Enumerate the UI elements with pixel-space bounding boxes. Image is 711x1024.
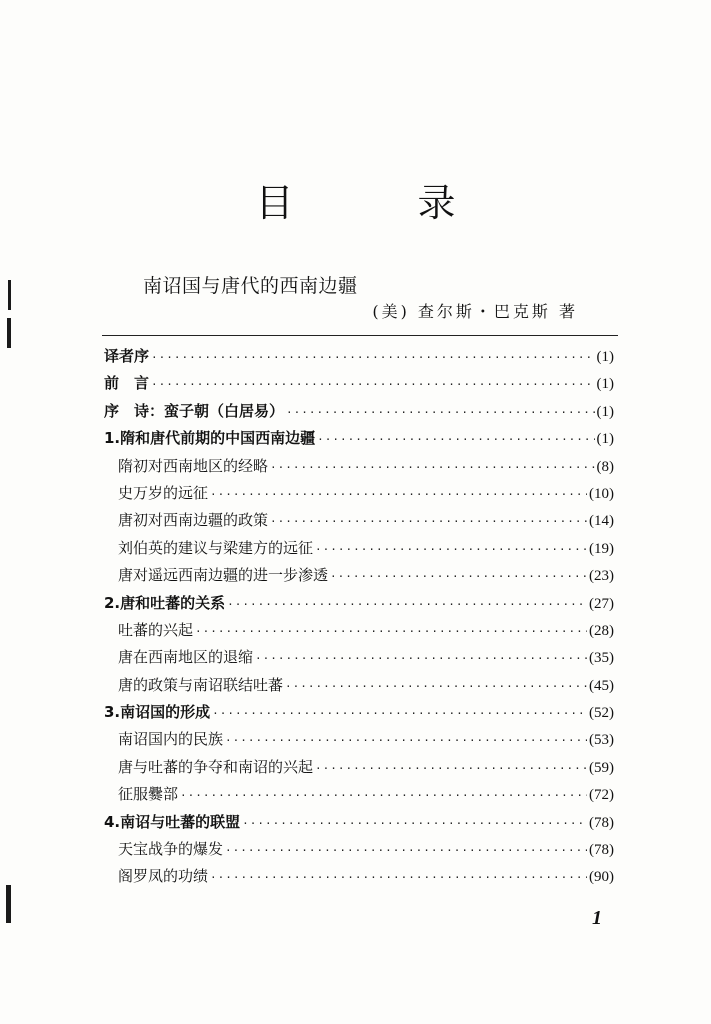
toc-entry-section: [104, 644, 614, 671]
dot-leader: [255, 645, 587, 672]
dot-leader: [317, 426, 594, 453]
scan-artifact: [6, 885, 11, 923]
toc-entry-label: 唐初对西南边疆的政策: [118, 511, 269, 530]
toc-entry-section: [104, 453, 614, 480]
toc-entry-page: (78): [589, 814, 614, 831]
book-title: 南诏国与唐代的西南边疆: [143, 275, 358, 297]
toc-entry-section: [104, 507, 614, 534]
dot-leader: [270, 508, 587, 535]
dot-leader: [285, 673, 587, 700]
toc-entry-page: (10): [589, 485, 614, 502]
toc-entry-page: (59): [589, 759, 614, 776]
toc-entry-page: (1): [596, 403, 614, 420]
dot-leader: [225, 837, 587, 864]
toc-entry-label: 天宝战争的爆发: [118, 840, 224, 859]
toc-entry-chapter: [104, 425, 614, 452]
toc-entry-page: (90): [589, 869, 614, 886]
author-line: (美) 查尔斯・巴克斯 著: [372, 302, 578, 321]
table-of-contents: [104, 343, 614, 891]
toc-entry-section: [104, 672, 614, 699]
scan-artifact: [8, 280, 11, 310]
dot-leader: [286, 399, 594, 426]
toc-entry-label: 4.南诏与吐蕃的联盟: [104, 812, 241, 831]
toc-entry-chapter: [104, 590, 614, 617]
toc-entry-page: (45): [589, 677, 614, 694]
page-title: 目 录: [255, 181, 512, 225]
toc-entry-page: (72): [589, 787, 614, 804]
dot-leader: [151, 371, 594, 398]
divider: [102, 335, 618, 336]
toc-entry-label: 吐蕃的兴起: [118, 620, 194, 639]
toc-entry-label: 前 言: [104, 374, 150, 393]
toc-entry-page: (8): [596, 458, 614, 475]
toc-entry-label: 征服爨部: [118, 785, 179, 804]
toc-entry-page: (14): [589, 513, 614, 530]
toc-entry-label: 2.唐和吐蕃的关系: [104, 593, 226, 612]
toc-entry-label: 唐与吐蕃的争夺和南诏的兴起: [118, 757, 314, 776]
toc-entry-section: [104, 836, 614, 863]
toc-entry-page: (53): [589, 732, 614, 749]
dot-leader: [227, 591, 587, 618]
dot-leader: [225, 727, 587, 754]
toc-entry-page: (52): [589, 705, 614, 722]
toc-entry-label: 南诏国内的民族: [118, 730, 224, 749]
dot-leader: [315, 755, 587, 782]
toc-entry-label: 1.隋和唐代前期的中国西南边疆: [104, 429, 316, 448]
toc-entry-label: 史万岁的远征: [118, 483, 209, 502]
toc-entry-label: 刘伯英的建议与梁建方的远征: [118, 538, 314, 557]
dot-leader: [315, 536, 587, 563]
toc-entry-page: (78): [589, 842, 614, 859]
toc-entry-page: (1): [596, 431, 614, 448]
toc-entry-section: [104, 480, 614, 507]
toc-entry-label: 唐对遥远西南边疆的进一步渗透: [118, 566, 329, 585]
toc-entry-chapter: [104, 809, 614, 836]
toc-entry-section: [104, 863, 614, 890]
dot-leader: [180, 782, 587, 809]
toc-entry-chapter: [104, 699, 614, 726]
toc-entry-label: 唐在西南地区的退缩: [118, 648, 254, 667]
dot-leader: [270, 454, 594, 481]
toc-entry-section: [104, 562, 614, 589]
dot-leader: [330, 563, 587, 590]
scan-artifact: [7, 318, 11, 348]
toc-entry-label: 译者序: [104, 347, 150, 365]
dot-leader: [210, 864, 587, 891]
toc-entry-section: [104, 617, 614, 644]
dot-leader: [210, 481, 587, 508]
toc-entry-section: [104, 754, 614, 781]
toc-entry-chapter: [104, 370, 614, 397]
toc-entry-page: (19): [589, 540, 614, 557]
toc-entry-label: 隋初对西南地区的经略: [118, 456, 269, 475]
toc-entry-page: (35): [589, 650, 614, 667]
dot-leader: [212, 700, 587, 727]
toc-entry-chapter: [104, 343, 614, 370]
toc-entry-label: 序 诗：蛮子朝（白居易）: [104, 401, 285, 420]
dot-leader: [151, 344, 594, 371]
toc-entry-label: 阁罗凤的功绩: [118, 867, 209, 886]
dot-leader: [242, 810, 587, 837]
toc-entry-section: [104, 726, 614, 753]
toc-entry-page: (28): [589, 622, 614, 639]
toc-entry-page: (27): [589, 595, 614, 612]
toc-entry-label: 3.南诏国的形成: [104, 703, 211, 722]
toc-entry-page: (1): [596, 349, 614, 365]
toc-entry-page: (23): [589, 568, 614, 585]
toc-entry-chapter: [104, 398, 614, 425]
toc-entry-section: [104, 781, 614, 808]
toc-entry-section: [104, 535, 614, 562]
page-number: 1: [592, 907, 602, 929]
toc-entry-page: (1): [596, 376, 614, 393]
toc-entry-label: 唐的政策与南诏联结吐蕃: [118, 675, 284, 694]
dot-leader: [195, 618, 587, 645]
